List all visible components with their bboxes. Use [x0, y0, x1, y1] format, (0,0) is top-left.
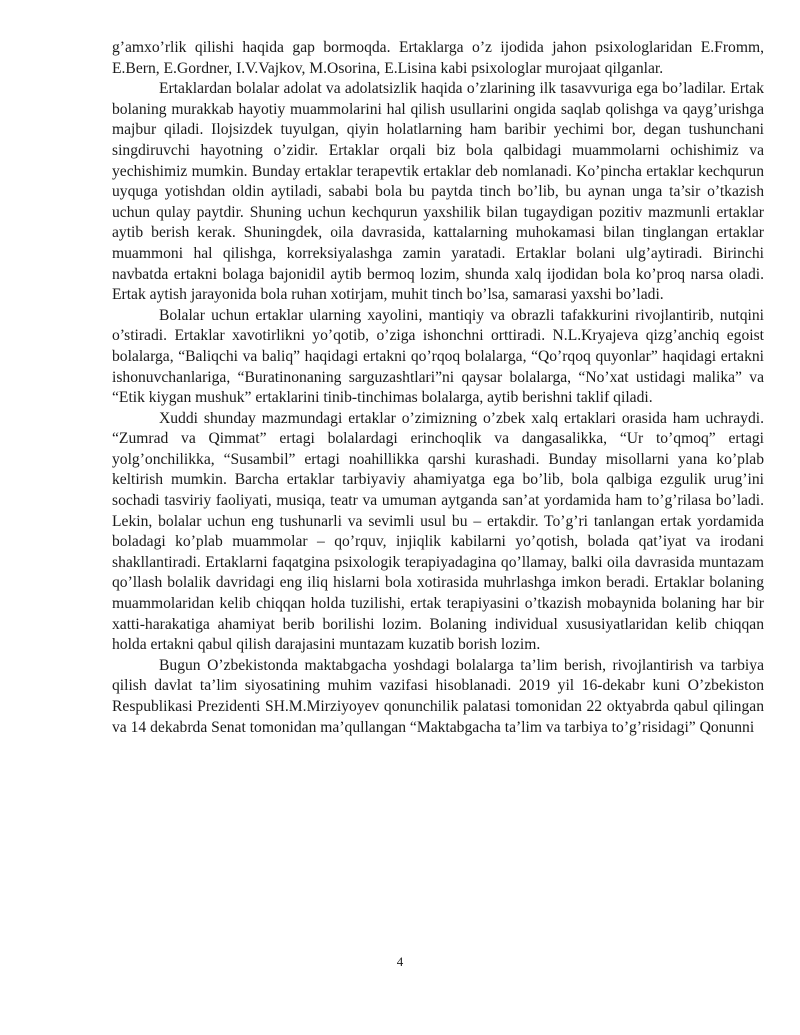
paragraph-1: g’amxo’rlik qilishi haqida gap bormoqda. Ertaklarga o’z ijodida jahon psixologlaridan E.Fromm, E.Bern, E.Gordner, I.V.Vajkov, M.Osorina, E.Lisina kabi psixologlar murojaat qilganlar. — [112, 39, 764, 77]
paragraph-3: Bolalar uchun ertaklar ularning xayolini, mantiqiy va obrazli tafakkurini rivojlantirib, nutqini o’stiradi. Ertaklar xavotirlikni yo’qotib, o’ziga ishonchni orttiradi. N.L.Kryajeva qizg’anchiq egoist bolalarga, “Baliqchi va baliq” haqidagi ertakni qo’rqoq bolalarga, “Qo’rqoq quyonlar” haqidagi ertakni ishonuvchanlariga, “Buratinonaning sarguzashtlari”ni qaysar bolalarga, “No’xat ustidagi malika” va “Etik kiygan mushuk” ertaklarini tinib-tinchimas bolalarga, aytib berishni taklif qiladi. — [112, 306, 764, 407]
paragraph-2: Ertaklardan bolalar adolat va adolatsizlik haqida o’zlarining ilk tasavvuriga ega bo’ladilar. Ertak bolaning murakkab hayotiy muammolarini hal qilish usullarini ongida saqlab qolishga va qayg’urishga majbur qiladi. Ilojsizdek tuyulgan, qiyin holatlarning ham baribir yechimi bor, degan tushunchani singdiruvchi hayotning o’zidir. Ertaklar orqali biz bola qalbidagi muammolarni ochishimiz va yechishimiz mumkin. Bunday ertaklar terapevtik ertaklar deb nomlanadi. Ko’pincha ertaklar kechqurun uyquga yotishdan oldin aytiladi, sababi bola bu paytda tinch bo’lib, bu aynan unga ta’sir o’tkazish uchun qulay paytdir. Shuning uchun kechqurun yaxshilik bilan tugaydigan pozitiv mazmunli ertaklar aytib berish kerak. Shuningdek, oila davrasida, kattalarning muhokamasi bilan tinglangan ertaklar muammoni hal qilishga, korreksiyalashga zamin yaratadi. Ertaklar bolani ulg’aytiradi. Birinchi navbatda ertakni bolaga bajonidil aytib bermoq lozim, shunda xalq ijodidan bola ko’proq narsa oladi. Ertak aytish jarayonida bola ruhan xotirjam, muhit tinch bo’lsa, samarasi yaxshi bo’ladi. — [112, 80, 764, 304]
paragraph-4: Xuddi shunday mazmundagi ertaklar o’zimizning o’zbek xalq ertaklari orasida ham uchraydi. “Zumrad va Qimmat” ertagi bolalardagi erinchoqlik va dangasalikka, “Ur to’qmoq” ertagi yolg’onchilikka, “Susambil” ertagi noahillikka qarshi kurashadi. Bunday misollarni yana ko’plab keltirish mumkin. Barcha ertaklar tarbiyaviy ahamiyatga ega bo’lib, bola qalbiga ezgulik urug’ini sochadi tasviriy faoliyati, musiqa, teatr va umuman aytganda san’at yordamida ham to’g’rilasa bo’ladi. Lekin, bolalar uchun eng tushunarli va sevimli usul bu – ertakdir. To’g’ri tanlangan ertak yordamida boladagi ko’plab muammolar – qo’rquv, injiqlik kabilarni yo’qotish, bolada qat’iyat va irodani shakllantiradi. Ertaklarni faqatgina psixologik terapiyadagina qo’llamay, balki oila davrasida muntazam qo’llash bolalik davridagi eng iliq hislarni bola xotirasida muhrlashga imkon beradi. Ertaklar bolaning muammolaridan kelib chiqqan holda tuzilishi, ertak terapiyasini o’tkazish mobaynida bolaning har bir xatti-harakatiga ahamiyat berib borilishi lozim. Bolaning individual xususiyatlaridan kelib chiqqan holda ertakni qabul qilish darajasini muntazam kuzatib borish lozim. — [112, 409, 764, 654]
page-number: 4 — [396, 954, 404, 969]
document-body — [112, 38, 764, 738]
paragraph-5: Bugun O’zbekistonda maktabgacha yoshdagi bolalarga ta’lim berish, rivojlantirish va tarbiya qilish davlat ta’lim siyosatining muhim vazifasi hisoblanadi. 2019 yil 16-dekabr kuni O’zbekiston Respublikasi Prezidenti SH.M.Mirziyoyev qonunchilik palatasi tomonidan 22 oktyabrda qabul qilingan va 14 dekabrda Senat tomonidan ma’qullangan “Maktabgacha ta’lim va tarbiya to’g’risidagi” Qonunni — [112, 656, 764, 736]
